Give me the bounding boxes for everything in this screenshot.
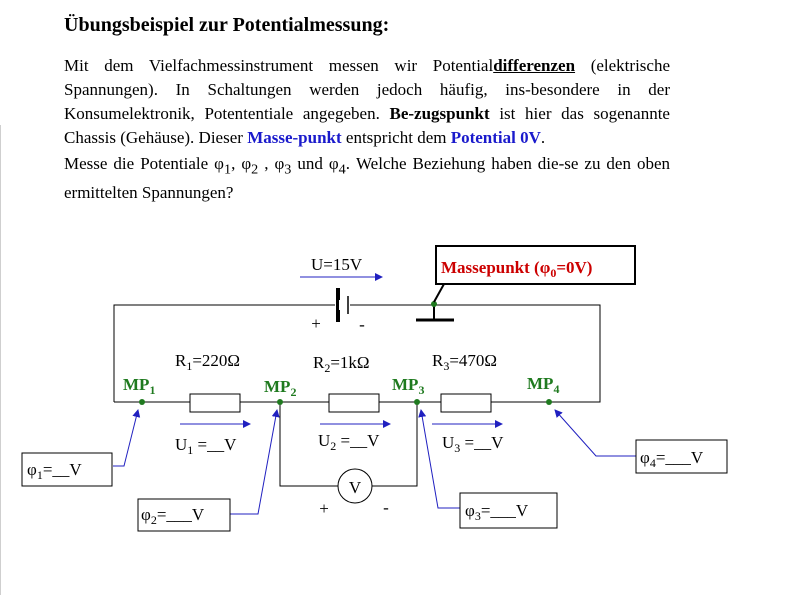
mp4-dot [546, 399, 552, 405]
voltmeter-plus: + [319, 499, 329, 518]
battery-minus: - [359, 315, 365, 334]
ground-label: Massepunkt $(\varphi_0=0V)$ [441, 258, 593, 280]
resistor-r3 [441, 394, 491, 412]
text-segment: Mit dem Vielfachmessinstrument messen wir Potential [64, 56, 494, 75]
r1-label: $R_1=220\Omega$ [175, 351, 241, 373]
text-segment: . Welche Beziehung haben die-se zu den oben ermittelten Spannungen? [64, 154, 671, 203]
mp3-dot [414, 399, 420, 405]
potential-pointers [113, 410, 636, 514]
u2-label: $U_2$ =__V [318, 431, 380, 453]
text-segment: ist hier das sogenannte Chassis (Gehäuse). Dieser [64, 104, 670, 147]
page-title: Übungsbeispiel zur Potentialmessung: [64, 14, 390, 36]
emphasis-bezugspunkt: Be-zugspunkt [389, 104, 490, 123]
phi4-label: $\varphi_4=\_\_\_V$ [640, 448, 704, 470]
ground-symbol [416, 305, 454, 320]
subscript: 4 [338, 161, 346, 178]
mp1-dot [139, 399, 145, 405]
text-segment: (elektrische Spannungen). In Schaltungen werden jedoch häufig, ins-besondere in der Konsumelektronik, Potententiale angegeben. [64, 56, 670, 123]
voltmeter-symbol: V [348, 478, 362, 497]
subscript: 3 [284, 161, 292, 178]
ground-pointer [434, 284, 452, 302]
text-segment: . [540, 128, 546, 147]
phi1-label: $\varphi_1=\_\_V$ [27, 460, 82, 482]
mp1-label: $MP_1$ [123, 375, 156, 397]
emphasis-differenzen: differenzen [493, 56, 576, 75]
u1-label: $U_1$ =__V [175, 435, 237, 457]
voltmeter-minus: - [383, 498, 389, 517]
mp4-label: $MP_4$ [527, 374, 560, 396]
source-voltage-label: U=15V [311, 255, 363, 274]
subscript: 1 [224, 161, 232, 178]
phi2-label: $\varphi_2=\_\_\_V$ [141, 505, 205, 527]
text-segment: , φ [231, 154, 252, 173]
r3-label: $R_3=470\Omega$ [432, 351, 498, 373]
r2-label: $R_2=1k\Omega$ [313, 353, 370, 375]
emphasis-massepunkt: Masse-punkt [247, 128, 342, 147]
mp2-dot [277, 399, 283, 405]
phi3-label: $\varphi_3=\_\_\_V$ [465, 501, 529, 523]
emphasis-potential: Potential 0V [450, 128, 541, 147]
subscript: 2 [251, 161, 259, 178]
mp3-label: $MP_3$ [392, 375, 425, 397]
text-segment: , φ [258, 154, 285, 173]
battery-gap [339, 300, 347, 310]
mp2-label: $MP_2$ [264, 377, 297, 399]
resistor-r1 [190, 394, 240, 412]
battery-plus: + [311, 314, 321, 333]
resistor-r2 [329, 394, 379, 412]
text-segment: entspricht dem [341, 128, 451, 147]
text-segment: und φ [291, 154, 339, 173]
text-segment: Messe die Potentiale φ [64, 154, 224, 173]
u3-label: $U_3$ =__V [442, 433, 504, 455]
